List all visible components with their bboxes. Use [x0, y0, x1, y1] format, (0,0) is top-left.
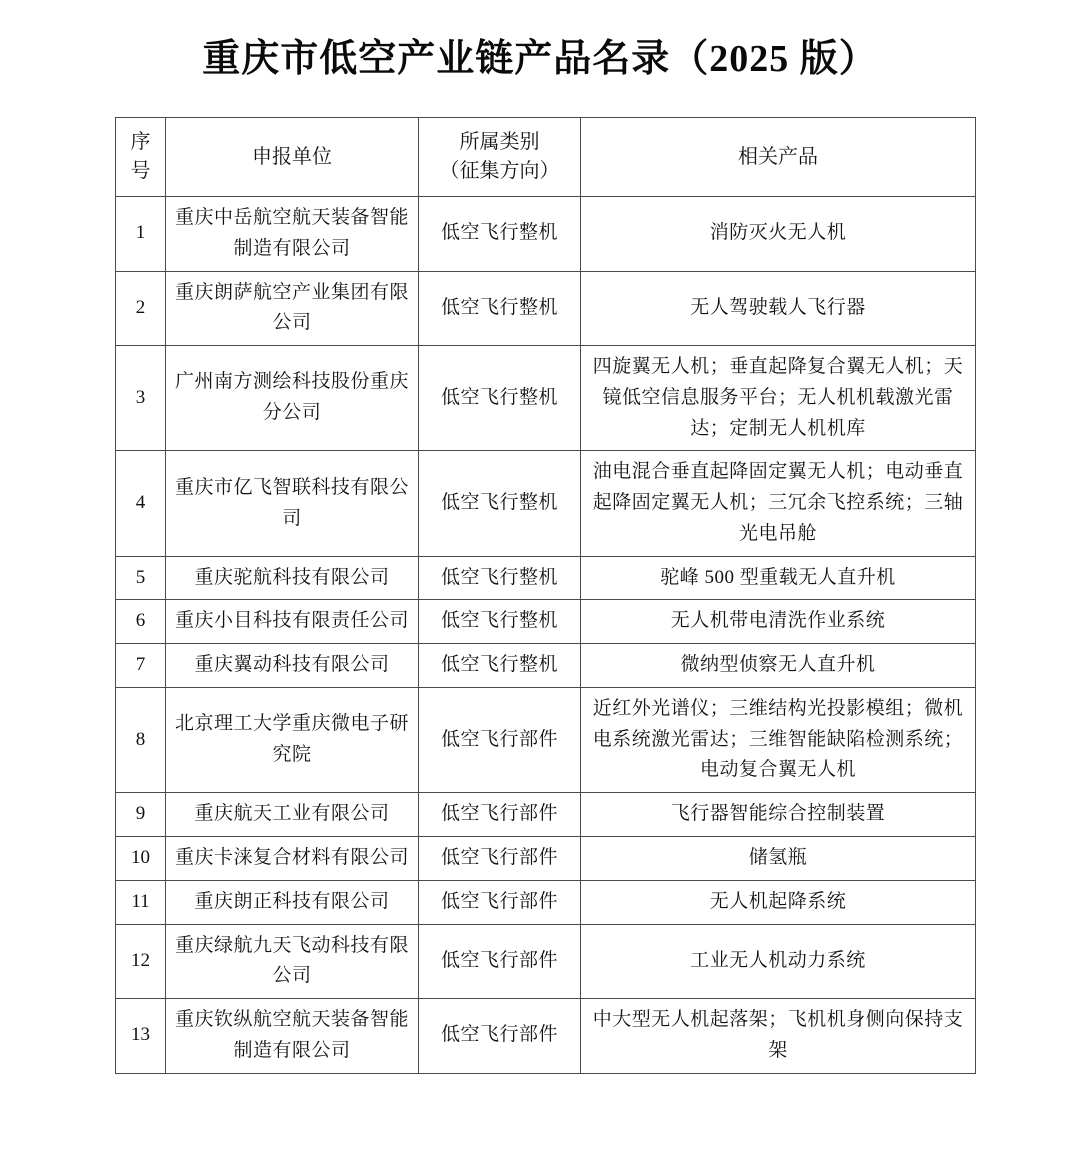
cell-index: 8 — [116, 687, 166, 792]
cell-unit: 重庆小目科技有限责任公司 — [166, 600, 419, 644]
table-body — [116, 197, 976, 1074]
cell-category: 低空飞行整机 — [419, 197, 581, 272]
column-header-product: 相关产品 — [581, 118, 976, 197]
cell-product: 无人机起降系统 — [581, 880, 976, 924]
cell-index: 13 — [116, 999, 166, 1074]
table-row — [116, 924, 976, 999]
cell-index: 11 — [116, 880, 166, 924]
table-row — [116, 451, 976, 556]
cell-product: 四旋翼无人机；垂直起降复合翼无人机；天镜低空信息服务平台；无人机机载激光雷达；定制无人机机库 — [581, 346, 976, 451]
table-header-row — [116, 118, 976, 197]
table-row — [116, 556, 976, 600]
cell-unit: 重庆朗正科技有限公司 — [166, 880, 419, 924]
table-row — [116, 687, 976, 792]
cell-product: 储氢瓶 — [581, 837, 976, 881]
cell-unit: 重庆航天工业有限公司 — [166, 793, 419, 837]
cell-unit: 重庆市亿飞智联科技有限公司 — [166, 451, 419, 556]
cell-index: 4 — [116, 451, 166, 556]
table-row — [116, 271, 976, 346]
cell-product: 油电混合垂直起降固定翼无人机；电动垂直起降固定翼无人机；三冗余飞控系统；三轴光电吊舱 — [581, 451, 976, 556]
table-row — [116, 644, 976, 688]
cell-index: 5 — [116, 556, 166, 600]
table-row — [116, 346, 976, 451]
cell-index: 7 — [116, 644, 166, 688]
cell-category: 低空飞行整机 — [419, 644, 581, 688]
cell-category: 低空飞行整机 — [419, 451, 581, 556]
cell-product: 中大型无人机起落架；飞机机身侧向保持支架 — [581, 999, 976, 1074]
cell-unit: 北京理工大学重庆微电子研究院 — [166, 687, 419, 792]
cell-index: 1 — [116, 197, 166, 272]
cell-category: 低空飞行整机 — [419, 346, 581, 451]
cell-unit: 重庆中岳航空航天装备智能制造有限公司 — [166, 197, 419, 272]
cell-unit: 重庆钦纵航空航天装备智能制造有限公司 — [166, 999, 419, 1074]
cell-index: 6 — [116, 600, 166, 644]
cell-unit: 广州南方测绘科技股份重庆分公司 — [166, 346, 419, 451]
cell-product: 微纳型侦察无人直升机 — [581, 644, 976, 688]
cell-unit: 重庆驼航科技有限公司 — [166, 556, 419, 600]
product-listing-table — [115, 117, 976, 1074]
cell-product: 无人驾驶载人飞行器 — [581, 271, 976, 346]
column-header-index-line2: 号 — [130, 160, 151, 182]
cell-index: 12 — [116, 924, 166, 999]
page-title: 重庆市低空产业链产品名录（2025 版） — [202, 38, 878, 80]
cell-unit: 重庆朗萨航空产业集团有限公司 — [166, 271, 419, 346]
cell-category: 低空飞行整机 — [419, 556, 581, 600]
cell-product: 飞行器智能综合控制装置 — [581, 793, 976, 837]
cell-unit: 重庆翼动科技有限公司 — [166, 644, 419, 688]
table-row — [116, 600, 976, 644]
column-header-index — [116, 118, 166, 197]
table-row — [116, 999, 976, 1074]
cell-unit: 重庆绿航九天飞动科技有限公司 — [166, 924, 419, 999]
cell-category: 低空飞行整机 — [419, 600, 581, 644]
column-header-category-line2: （征集方向） — [439, 160, 560, 182]
cell-index: 2 — [116, 271, 166, 346]
table-row — [116, 793, 976, 837]
table-header — [116, 118, 976, 197]
cell-index: 10 — [116, 837, 166, 881]
cell-category: 低空飞行部件 — [419, 880, 581, 924]
cell-product: 消防灭火无人机 — [581, 197, 976, 272]
cell-product: 驼峰 500 型重载无人直升机 — [581, 556, 976, 600]
column-header-index-line1: 序 — [130, 131, 151, 153]
table-row — [116, 880, 976, 924]
cell-product: 工业无人机动力系统 — [581, 924, 976, 999]
cell-category: 低空飞行部件 — [419, 924, 581, 999]
table-row — [116, 197, 976, 272]
table-row — [116, 837, 976, 881]
cell-index: 3 — [116, 346, 166, 451]
cell-product: 无人机带电清洗作业系统 — [581, 600, 976, 644]
cell-index: 9 — [116, 793, 166, 837]
cell-category: 低空飞行部件 — [419, 793, 581, 837]
column-header-category — [419, 118, 581, 197]
product-listing-table-container — [115, 117, 975, 1074]
column-header-category-line1: 所属类别 — [459, 131, 540, 153]
cell-category: 低空飞行部件 — [419, 837, 581, 881]
cell-category: 低空飞行部件 — [419, 999, 581, 1074]
cell-unit: 重庆卡涞复合材料有限公司 — [166, 837, 419, 881]
cell-category: 低空飞行整机 — [419, 271, 581, 346]
cell-product: 近红外光谱仪；三维结构光投影模组；微机电系统激光雷达；三维智能缺陷检测系统；电动复合翼无人机 — [581, 687, 976, 792]
column-header-unit: 申报单位 — [166, 118, 419, 197]
cell-category: 低空飞行部件 — [419, 687, 581, 792]
